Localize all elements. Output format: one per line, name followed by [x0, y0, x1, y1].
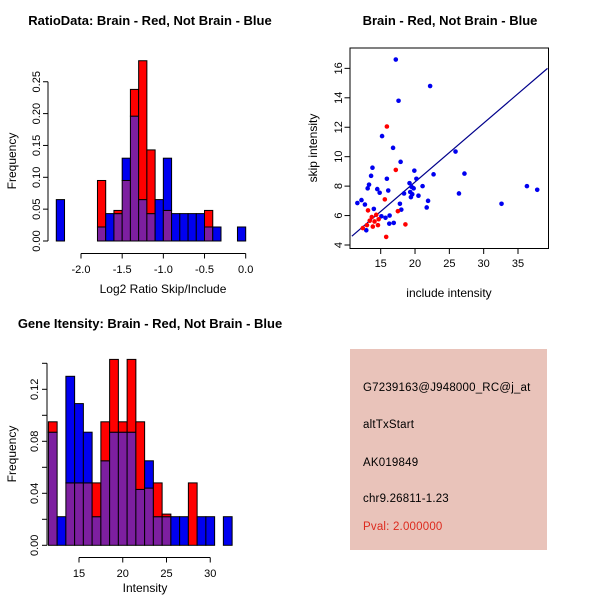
- hist-ratio-bar-red: [97, 180, 105, 227]
- hist-intensity-bar-overlap: [118, 432, 127, 545]
- hist-ratio-bar-overlap: [114, 214, 122, 241]
- event-type-text: altTxStart: [363, 419, 415, 431]
- scatter-point-blue: [428, 84, 433, 89]
- scatter-x-tick-label: 30: [477, 258, 490, 270]
- scatter-point-blue: [411, 186, 416, 191]
- hist-intensity-x-tick-label: 25: [160, 568, 173, 580]
- hist-ratio-x-tick-label: -0.5: [195, 264, 215, 276]
- hist-ratio-x-tick-label: 0.0: [238, 264, 254, 276]
- hist-ratio-bar-blue: [106, 214, 114, 241]
- scatter-point-blue: [453, 149, 458, 154]
- hist-intensity-bar-overlap: [92, 517, 101, 546]
- scatter-point-blue: [412, 168, 417, 173]
- hist-ratio-bar-overlap: [122, 180, 130, 241]
- scatter-point-blue: [525, 184, 530, 189]
- hist-intensity-bar-blue: [145, 461, 154, 488]
- hist-intensity-y-tick-label: 0.08: [29, 430, 41, 453]
- scatter-x-tick-label: 35: [511, 258, 525, 270]
- hist-ratio-ylabel: Frequency: [5, 132, 19, 190]
- scatter-point-blue: [380, 134, 385, 139]
- scatter-fit-line: [352, 68, 548, 236]
- scatter-point-red: [394, 168, 399, 173]
- scatter-point-blue: [462, 171, 467, 176]
- scatter-point-blue: [414, 176, 419, 181]
- gene-info-panel: [350, 349, 547, 550]
- scatter-x-tick-label: 20: [408, 258, 422, 270]
- scatter-point-blue: [391, 146, 396, 151]
- scatter-point-red: [365, 223, 370, 228]
- scatter-point-blue: [499, 201, 504, 206]
- hist-ratio-bar-red: [205, 210, 213, 227]
- scatter-point-red: [374, 213, 379, 218]
- hist-intensity-bar-overlap: [66, 483, 75, 545]
- hist-intensity-xlabel: Intensity: [122, 581, 168, 595]
- hist-intensity-bar-blue: [57, 517, 66, 546]
- hist-intensity-bar-blue: [66, 376, 75, 483]
- hist-intensity-bar-red: [188, 483, 197, 545]
- scatter-point-blue: [387, 213, 392, 218]
- scatter-point-blue: [377, 190, 382, 195]
- accession-text: AK019849: [363, 457, 419, 469]
- hist-ratio-bar-overlap: [97, 227, 105, 241]
- scatter-point-red: [384, 235, 389, 240]
- scatter-point-blue: [363, 202, 368, 207]
- hist-ratio-y-tick-label: 0.15: [31, 134, 43, 157]
- hist-ratio-bar-red: [139, 61, 147, 200]
- scatter-point-blue: [402, 191, 407, 196]
- hist-ratio-y-tick-label: 0.05: [31, 198, 43, 220]
- hist-intensity-bar-blue: [75, 404, 84, 483]
- hist-ratio-y-tick-label: 0.00: [31, 230, 43, 252]
- scatter-point-blue: [391, 221, 396, 226]
- scatter-point-blue: [385, 176, 390, 181]
- scatter-x-tick-label: 25: [443, 258, 456, 270]
- hist-intensity-bar-overlap: [110, 432, 119, 545]
- scatter-point-red: [372, 219, 377, 224]
- scatter-y-tick-label: 4: [333, 241, 345, 249]
- scatter-point-red: [383, 197, 388, 202]
- hist-intensity-bar-blue: [197, 517, 206, 546]
- hist-ratio-bar-blue: [196, 214, 204, 241]
- hist-ratio-bar-blue: [180, 214, 188, 241]
- hist-ratio-bar-blue: [155, 200, 163, 241]
- scatter-point-red: [403, 222, 408, 227]
- scatter-y-tick-label: 8: [333, 183, 345, 190]
- hist-intensity-bar-blue: [180, 517, 189, 546]
- scatter-y-tick-label: 16: [333, 62, 345, 75]
- hist-intensity-y-tick-label: 0.12: [29, 378, 41, 401]
- scatter-point-blue: [370, 165, 375, 170]
- hist-ratio-x-tick-label: -1.5: [112, 264, 132, 276]
- hist-ratio-bar-red: [147, 150, 155, 214]
- scatter-xlabel: include intensity: [406, 286, 492, 300]
- hist-intensity-bar-blue: [223, 517, 232, 546]
- scatter-y-tick-label: 14: [333, 91, 345, 104]
- hist-intensity-bar-overlap: [145, 488, 154, 545]
- hist-intensity-bar-red: [92, 483, 101, 517]
- hist-intensity-bar-overlap: [136, 489, 145, 545]
- hist-ratio-bar-blue: [122, 158, 130, 180]
- hist-ratio-bar-blue: [163, 158, 171, 210]
- pval-text: Pval: 2.000000: [363, 521, 443, 533]
- scatter-point-blue: [387, 221, 392, 226]
- hist-ratio-x-tick-label: -2.0: [71, 264, 91, 276]
- hist-intensity-bar-red: [48, 422, 57, 432]
- hist-ratio-y-tick-label: 0.25: [31, 71, 43, 93]
- scatter-point-blue: [386, 188, 391, 193]
- hist-intensity-bar-red: [110, 359, 119, 432]
- hist-intensity-bar-red: [162, 514, 171, 517]
- scatter-point-blue: [457, 191, 462, 196]
- hist-intensity-ylabel: Frequency: [5, 425, 19, 483]
- hist-ratio-bar-blue: [213, 227, 221, 241]
- scatter-point-blue: [409, 195, 414, 200]
- scatter-point-blue: [416, 193, 421, 198]
- hist-ratio-xlabel: Log2 Ratio Skip/Include: [99, 282, 227, 296]
- hist-ratio-bar-overlap: [130, 116, 138, 241]
- hist-intensity-bar-red: [101, 422, 110, 461]
- hist-intensity-x-tick-label: 30: [204, 568, 217, 580]
- scatter-title: Brain - Red, Not Brain - Blue: [362, 13, 538, 28]
- hist-intensity-bar-overlap: [83, 483, 92, 545]
- scatter-point-blue: [394, 57, 399, 62]
- scatter-point-blue: [372, 207, 377, 212]
- hist-intensity-bar-red: [136, 422, 145, 490]
- scatter-point-blue: [383, 215, 388, 220]
- hist-intensity-bar-blue: [83, 432, 92, 483]
- hist-ratio-bar-blue: [172, 214, 180, 241]
- hist-ratio-bar-blue: [188, 214, 196, 241]
- hist-ratio-bar-blue: [56, 200, 64, 241]
- hist-ratio-y-tick-label: 0.20: [31, 102, 43, 125]
- hist-intensity-bar-blue: [206, 517, 215, 546]
- hist-ratio-bar-overlap: [205, 227, 213, 241]
- scatter-point-blue: [420, 184, 425, 189]
- scatter-point-blue: [359, 198, 364, 203]
- hist-ratio-bar-red: [130, 89, 138, 116]
- hist-ratio-bar-blue: [237, 227, 245, 241]
- hist-ratio-bar-red: [114, 210, 122, 213]
- scatter-point-red: [361, 226, 366, 231]
- scatter-y-tick-label: 12: [333, 121, 345, 134]
- hist-ratio-bar-overlap: [147, 214, 155, 241]
- locus-text: chr9.26811-1.23: [363, 493, 449, 505]
- hist-intensity-y-tick-label: 0.00: [29, 534, 41, 557]
- hist-ratio-title: RatioData: Brain - Red, Not Brain - Blue: [28, 13, 272, 28]
- hist-intensity-bar-red: [127, 359, 136, 432]
- scatter-point-blue: [426, 199, 431, 204]
- scatter-point-red: [371, 224, 376, 229]
- hist-intensity-bar-overlap: [127, 432, 136, 545]
- scatter-point-blue: [424, 205, 429, 210]
- hist-intensity-bar-overlap: [48, 432, 57, 545]
- hist-intensity-x-tick-label: 20: [116, 568, 129, 580]
- hist-intensity-x-tick-label: 15: [72, 568, 86, 580]
- scatter-point-blue: [398, 201, 403, 206]
- scatter-point-blue: [535, 188, 540, 193]
- hist-ratio-y-tick-label: 0.10: [31, 166, 43, 189]
- scatter-point-blue: [398, 160, 403, 165]
- scatter-x-tick-label: 15: [374, 258, 387, 270]
- scatter-y-tick-label: 10: [333, 150, 345, 163]
- hist-intensity-y-tick-label: 0.04: [29, 482, 41, 505]
- hist-intensity-title: Gene Itensity: Brain - Red, Not Brain - Blue: [17, 316, 283, 331]
- hist-intensity-bar-overlap: [153, 517, 162, 546]
- scatter-point-blue: [355, 201, 360, 206]
- hist-intensity-bar-red: [153, 483, 162, 517]
- scatter-ylabel: skip intensity: [306, 113, 320, 183]
- hist-ratio-x-tick-label: -1.0: [153, 264, 173, 276]
- probe-id-text: G7239163@J948000_RC@j_at: [363, 382, 531, 394]
- hist-intensity-bar-overlap: [162, 517, 171, 546]
- scatter-point-red: [376, 223, 381, 228]
- scatter-point-blue: [431, 172, 436, 177]
- scatter-point-red: [376, 217, 381, 222]
- scatter-point-blue: [369, 174, 374, 179]
- hist-ratio-bar-overlap: [163, 210, 171, 241]
- scatter-point-red: [367, 218, 372, 223]
- hist-intensity-bar-blue: [171, 517, 180, 546]
- scatter-point-red: [385, 124, 390, 129]
- hist-intensity-bar-red: [118, 422, 127, 432]
- hist-intensity-bar-overlap: [75, 483, 84, 545]
- scatter-point-red: [366, 208, 371, 213]
- hist-intensity-bar-overlap: [101, 461, 110, 546]
- scatter-point-red: [396, 209, 401, 214]
- scatter-y-tick-label: 6: [333, 212, 345, 219]
- hist-ratio-bar-overlap: [139, 200, 147, 241]
- scatter-point-blue: [365, 186, 370, 191]
- scatter-point-blue: [396, 98, 401, 103]
